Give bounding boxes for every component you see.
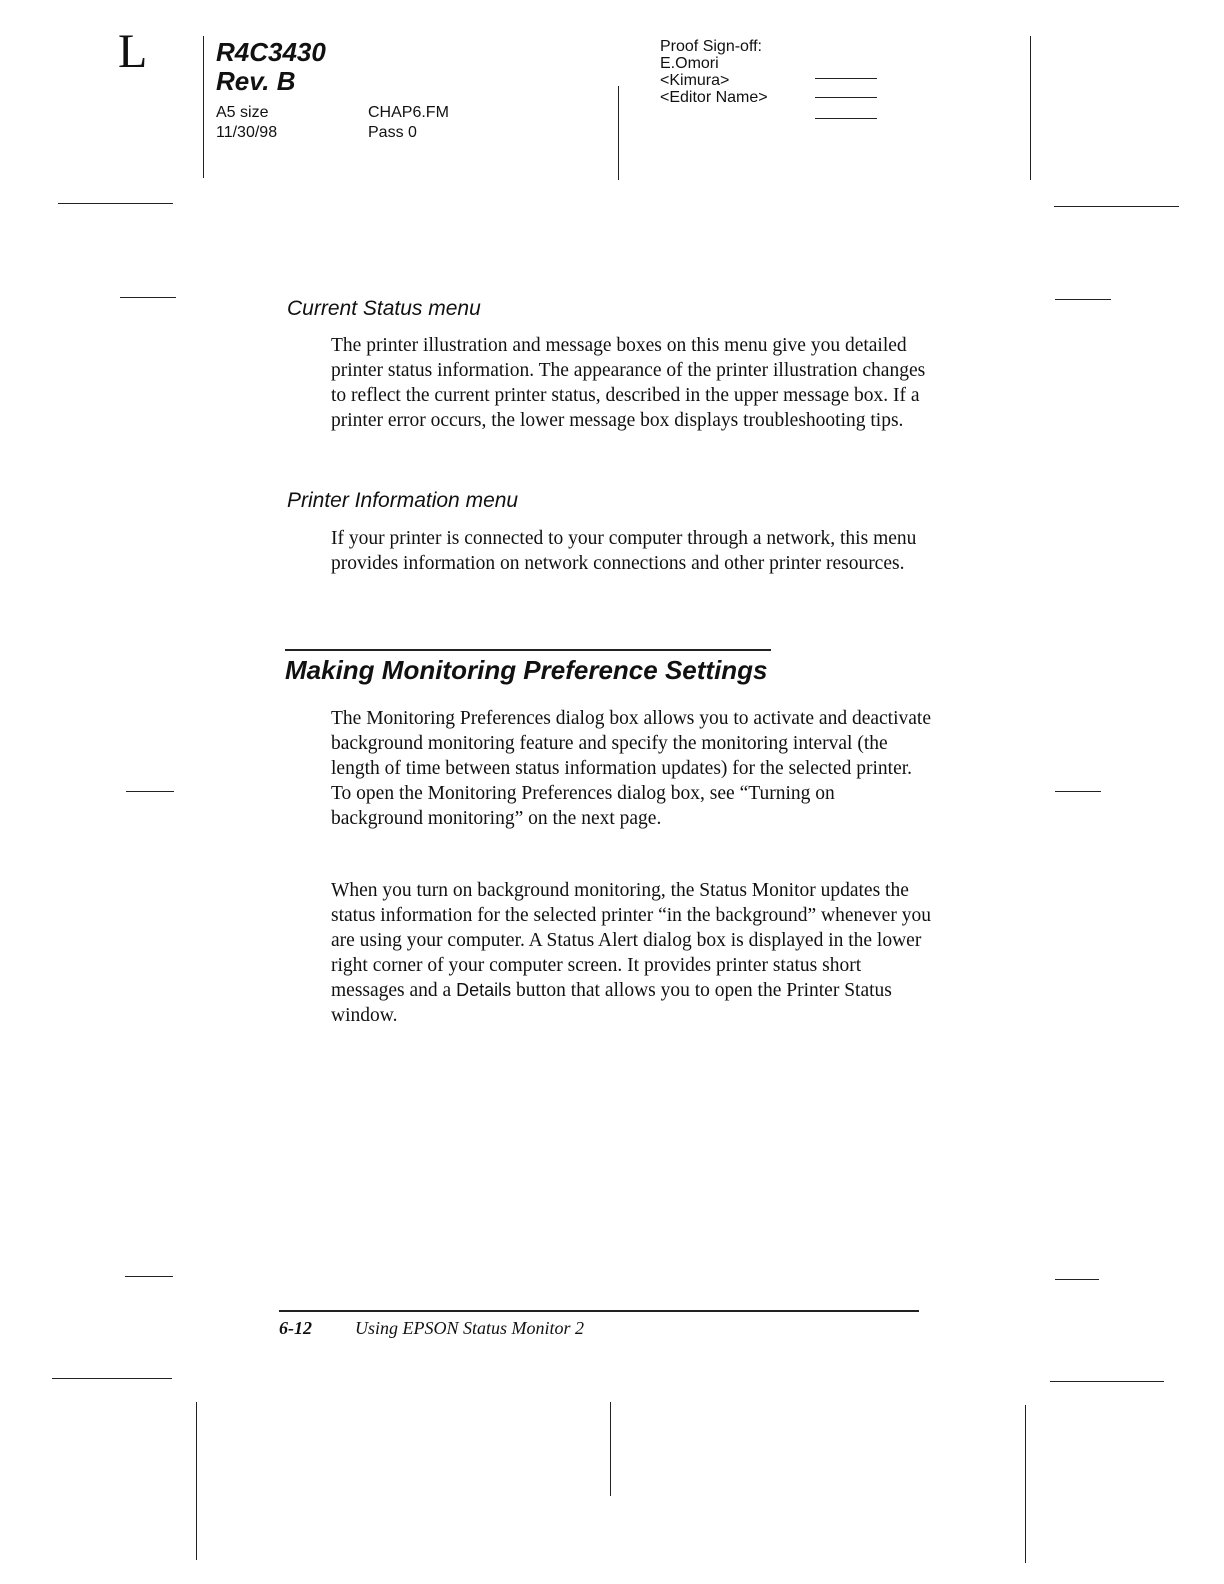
crop-mark bbox=[1054, 206, 1179, 207]
doc-code: R4C3430 bbox=[216, 37, 326, 67]
page-number: 6-12 bbox=[279, 1318, 312, 1338]
doc-id bbox=[216, 38, 326, 96]
chapter-title: Using EPSON Status Monitor 2 bbox=[355, 1318, 585, 1338]
crop-mark bbox=[120, 297, 176, 298]
footer-rule bbox=[279, 1310, 919, 1312]
header-divider-mid bbox=[618, 86, 619, 180]
paragraph-monitoring-2-end: button that allows you to open the Printer Status window. bbox=[331, 980, 892, 1026]
paragraph-monitoring-2-start: When you turn on background monitoring, the Status Monitor updates the status information for the selected printer “in the background” whenever you are using your computer. A Status Alert dialog box is displayed in the lower right corner of your computer screen. It provides printer status short messages and a bbox=[331, 880, 931, 1001]
file-name: CHAP6.FM bbox=[368, 104, 449, 121]
pass-label: Pass 0 bbox=[368, 124, 417, 141]
paragraph-current-status: The printer illustration and message boxes on this menu give you detailed printer status information. The appearance of the printer illustration changes to reflect the current printer status, described in the upper message box. If a printer error occurs, the lower message box displays troubleshooting tips. bbox=[331, 335, 926, 431]
signature-line-1 bbox=[815, 78, 877, 79]
header-divider-right bbox=[1030, 36, 1031, 180]
signature-line-3 bbox=[815, 118, 877, 119]
bottom-mark-left bbox=[196, 1402, 197, 1560]
date-label: 11/30/98 bbox=[216, 124, 278, 141]
signer-omori: E.Omori bbox=[660, 55, 719, 72]
signer-editor: <Editor Name> bbox=[660, 89, 768, 106]
signature-line-2 bbox=[815, 97, 877, 98]
header-divider-left bbox=[203, 36, 204, 178]
crop-mark bbox=[126, 791, 174, 792]
proof-signoff bbox=[660, 38, 768, 106]
paragraph-printer-information: If your printer is connected to your computer through a network, this menu provides information on network connections and other printer resources. bbox=[331, 528, 917, 574]
paragraph-monitoring-1: The Monitoring Preferences dialog box allows you to activate and deactivate background monitoring feature and specify the monitoring interval (the length of time between status information updates) for the selected printer. To open the Monitoring Preferences dialog box, see “Turning on background monitoring” on the next page. bbox=[331, 708, 931, 829]
bottom-mark-mid bbox=[610, 1402, 611, 1496]
corner-letter: L bbox=[118, 25, 148, 78]
crop-mark bbox=[52, 1378, 172, 1379]
crop-mark bbox=[58, 203, 173, 204]
crop-mark bbox=[1055, 299, 1111, 300]
section-rule bbox=[285, 649, 771, 651]
crop-mark bbox=[1055, 1279, 1099, 1280]
paragraph-monitoring-2 bbox=[331, 878, 931, 1028]
crop-mark bbox=[1055, 791, 1101, 792]
bottom-mark-right bbox=[1025, 1405, 1026, 1563]
crop-mark bbox=[125, 1276, 173, 1277]
proof-title: Proof Sign-off: bbox=[660, 38, 762, 55]
size-label: A5 size bbox=[216, 104, 269, 121]
doc-revision: Rev. B bbox=[216, 66, 296, 97]
crop-mark bbox=[1050, 1381, 1164, 1382]
section-title: Making Monitoring Preference Settings bbox=[285, 655, 768, 685]
heading-printer-information: Printer Information menu bbox=[287, 489, 519, 512]
signer-kimura: <Kimura> bbox=[660, 72, 730, 89]
heading-current-status: Current Status menu bbox=[287, 297, 481, 320]
details-button-label: Details bbox=[456, 980, 512, 1000]
